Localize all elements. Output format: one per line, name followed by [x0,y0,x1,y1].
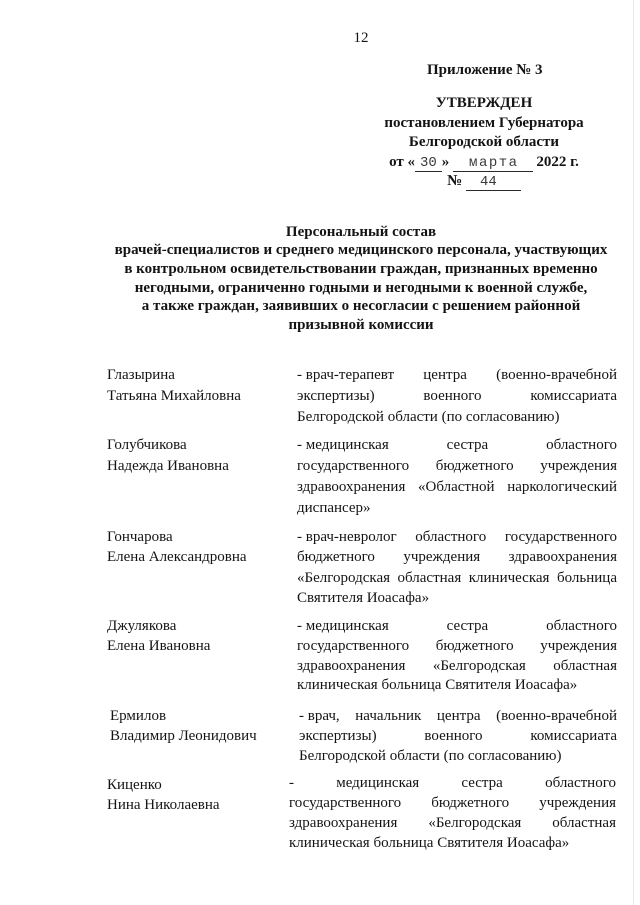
word: учреждения [539,795,616,811]
description-line [297,477,617,498]
word: - врач-невролог [297,529,397,545]
description-line: Белгородской области (по согласованию) [299,748,562,764]
member-description [299,706,617,766]
member-surname: Джулякова [107,618,177,634]
word: больница [556,569,617,586]
member-surname: Глазырина [107,367,175,383]
word: «Областной [418,479,495,495]
scan-edge-line [633,0,634,905]
title-line: негодными, ограниченно годными и негодными к военной службе, [134,279,588,296]
word: сестра [446,618,489,634]
word: «Белгородская [428,815,522,831]
word: областного [545,775,616,791]
description-line: клиническая больница Святителя Иоасафа» [297,677,578,694]
description-line [289,773,616,793]
description-line [297,568,617,588]
word: сестра [461,775,503,791]
word: (военно-врачебной [496,367,617,383]
description-line [299,706,617,726]
description-line [297,365,617,386]
word: наркологический [507,479,617,495]
word: государственного [297,458,410,474]
word: областная [553,657,617,674]
word: комиссариата [530,728,617,744]
member-name [107,775,220,815]
description-line [297,386,617,407]
title-line: врачей-специалистов и среднего медицинского персонала, участвующих [114,242,608,259]
word: учреждения [540,637,617,654]
word: областная [397,569,462,586]
word: учреждения [540,458,617,474]
word: здравоохранения [508,549,617,566]
word: - медицинская [297,618,389,634]
approval-block [376,94,592,192]
member-given-names: Владимир Леонидович [110,728,257,744]
member-given-names: Елена Александровна [107,549,247,566]
date-day: 30 [415,155,442,172]
word: экспертизы) [299,728,377,744]
member-given-names: Елена Ивановна [107,637,211,654]
word: комиссариата [530,388,617,404]
date-close-quote: » [441,153,450,170]
approval-line-decree: постановлением Губернатора [384,114,584,131]
word: экспертизы) [297,388,375,404]
description-line [297,657,617,677]
word: учреждения [403,549,481,566]
word: «Белгородская [432,657,526,674]
description-line [289,793,616,813]
approval-number [376,172,592,192]
member-name [107,435,229,477]
title-line: призывной комиссии [288,316,434,333]
appendix-label: Приложение № 3 [427,62,543,78]
member-given-names: Нина Николаевна [107,797,220,813]
description-line [299,726,617,746]
approval-date [376,153,592,173]
member-name [107,527,247,568]
approval-line-region: Белгородской области [408,134,560,150]
word: бюджетного [431,795,510,811]
description-line: клиническая больница Святителя Иоасафа» [289,835,570,851]
word: государственного [297,637,410,654]
date-prefix: от « [389,153,415,170]
word: здравоохранения [297,657,406,674]
title-line: в контрольном освидетельствовании граждан, признанных временно [124,260,598,277]
date-year: 2022 г. [536,153,579,170]
description-line: Святителя Иоасафа» [297,589,430,606]
word: начальник [355,708,422,724]
word: - [289,775,294,791]
member-name [107,617,210,657]
word: - медицинская [297,437,389,453]
number-label: № [447,173,463,189]
word: областного [546,618,617,634]
word: центра [423,367,467,383]
word: «Белгородская [297,569,391,586]
date-month: марта [453,155,533,172]
description-line [297,527,617,547]
word: здравоохранения [297,479,406,495]
title-line: Персональный состав [285,223,437,240]
member-description [297,527,617,608]
word: медицинская [336,775,420,791]
word: областная [552,815,616,831]
description-line [297,456,617,477]
member-surname: Голубчикова [107,437,187,453]
word: областного [415,529,487,545]
word: клиническая [468,569,550,586]
description-line [289,813,616,833]
member-description [289,773,616,853]
word: военного [424,728,483,744]
approval-title: УТВЕРЖДЕН [435,95,533,111]
description-line: Белгородской области (по согласованию) [297,409,560,425]
member-description [297,435,617,519]
word: бюджетного [435,458,514,474]
description-line [297,637,617,657]
word: бюджетного [435,637,514,654]
member-given-names: Надежда Ивановна [107,458,229,474]
member-description [297,617,617,696]
description-line [297,435,617,456]
member-given-names: Татьяна Михайловна [107,388,241,404]
description-line [297,617,617,637]
description-line [297,547,617,567]
word: (военно-врачебной [496,708,617,724]
word: сестра [446,437,489,453]
word: здравоохранения [289,815,398,831]
member-surname: Гончарова [107,529,173,545]
description-line: диспансер» [297,500,371,516]
word: центра [436,708,481,724]
document-title [100,223,622,335]
member-name [107,365,241,407]
word: - врач, [299,708,340,724]
word: - врач-терапевт [297,367,395,383]
member-surname: Киценко [107,777,162,793]
number-value: 44 [466,174,521,191]
word: бюджетного [297,549,375,566]
word: государственного [289,795,402,811]
page-number: 12 [353,30,369,46]
title-line: а также граждан, заявивших о несогласии с решением районной [141,298,581,315]
word: военного [423,388,482,404]
member-surname: Ермилов [110,708,167,724]
member-description [297,365,617,428]
word: областного [546,437,617,453]
member-name [110,706,257,746]
word: государственного [504,529,617,545]
